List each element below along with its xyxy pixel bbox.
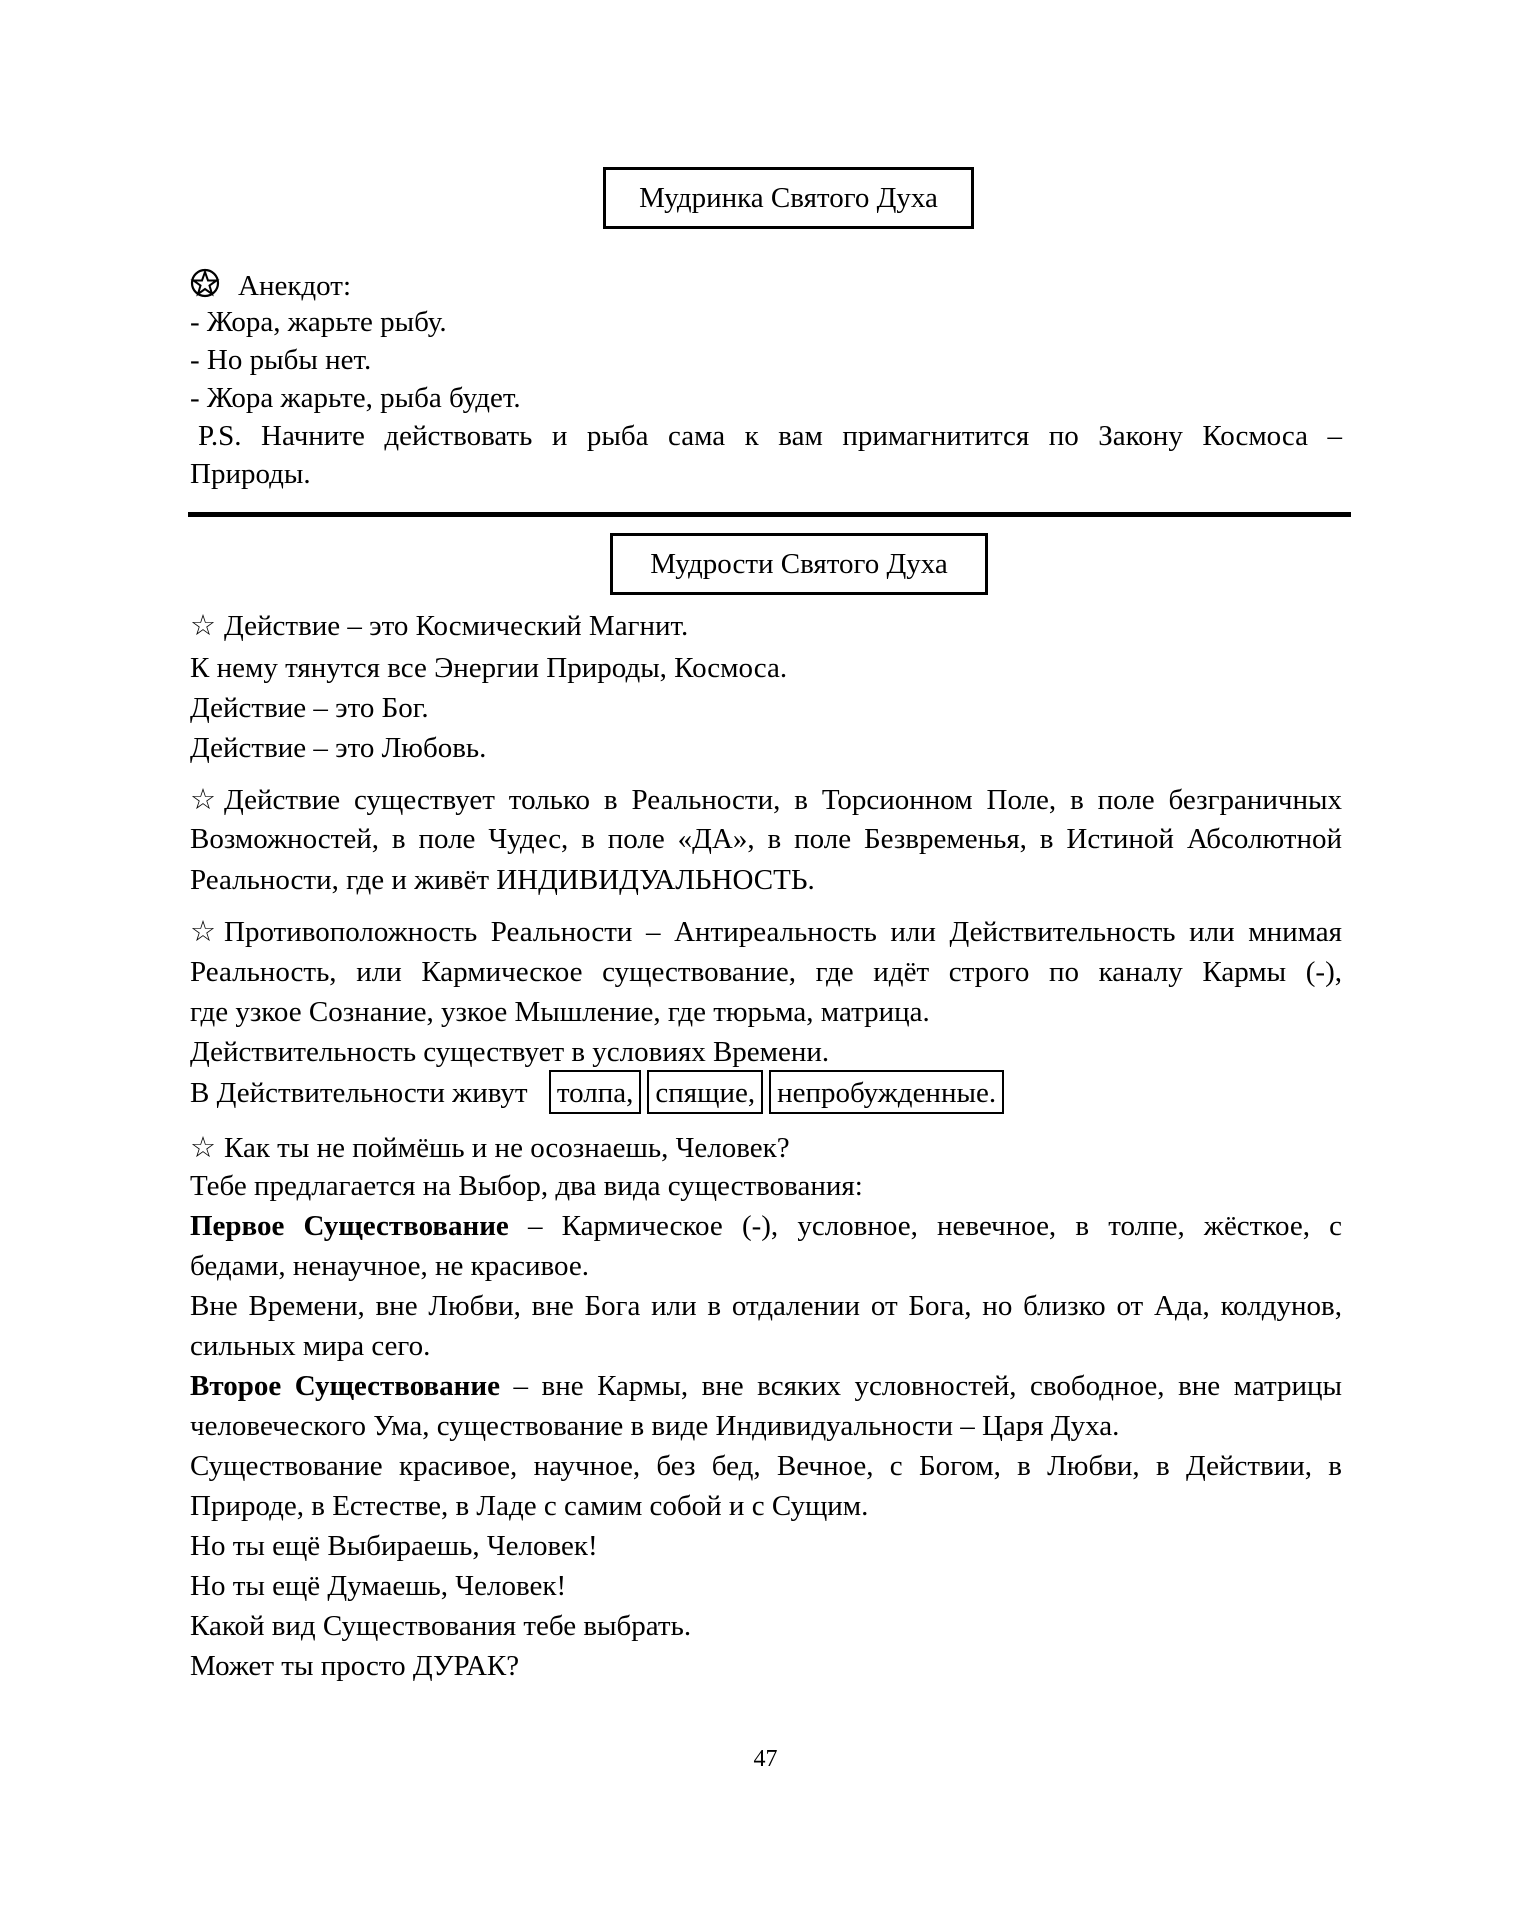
wisdom-line: сильных мира сего. bbox=[190, 1330, 431, 1362]
wisdom-line-boxed bbox=[190, 1070, 1004, 1114]
boxed-word: спящие, bbox=[647, 1070, 763, 1114]
wisdom-text: В Действительности живут bbox=[190, 1077, 528, 1109]
wisdom-line: Действие – это Бог. bbox=[190, 692, 429, 724]
wisdom-line: Действительность существует в условиях Времени. bbox=[190, 1036, 830, 1068]
wisdom-text: – вне Кармы, вне всяких условностей, свободное, вне матрицы bbox=[499, 1370, 1342, 1402]
anecdote-line-2: - Но рыбы нет. bbox=[190, 344, 372, 376]
wisdom-line: Но ты ещё Выбираешь, Человек! bbox=[190, 1530, 598, 1562]
anecdote-line-3: - Жора жарьте, рыба будет. bbox=[190, 382, 521, 414]
wisdom-line: Тебе предлагается на Выбор, два вида существования: bbox=[190, 1170, 863, 1202]
wisdom-line: Существование красивое, научное, без бед, Вечное, с Богом, в Любви, в Действии, в bbox=[190, 1450, 1342, 1482]
wisdom-text: Как ты не поймёшь и не осознаешь, Человек? bbox=[224, 1132, 790, 1164]
page-number: 47 bbox=[753, 1746, 778, 1772]
anecdote-ps-line-2: Природы. bbox=[190, 458, 311, 490]
star-outline-icon: ☆ bbox=[190, 784, 216, 816]
wisdom-line bbox=[190, 1130, 790, 1165]
wisdom-line bbox=[190, 782, 1342, 817]
boxed-word: толпа, bbox=[549, 1070, 642, 1114]
wisdom-line: Вне Времени, вне Любви, вне Бога или в отдалении от Бога, но близко от Ада, колдунов, bbox=[190, 1290, 1342, 1322]
anecdote-line-1: - Жора, жарьте рыбу. bbox=[190, 306, 447, 338]
anecdote-label: Анекдот: bbox=[238, 270, 352, 302]
wisdom-line: Возможностей, в поле Чудес, в поле «ДА», в поле Безвременья, в Истиной Абсолютной bbox=[190, 823, 1342, 855]
boxed-title-middle: Мудрости Святого Духа bbox=[610, 533, 988, 595]
wisdom-line: человеческого Ума, существование в виде Индивидуальности – Царя Духа. bbox=[190, 1410, 1120, 1442]
wisdom-text: Противоположность Реальности – Антиреальность или Действительность или мнимая bbox=[224, 916, 1342, 948]
bold-term: Первое Существование bbox=[190, 1210, 509, 1242]
wisdom-text: Действие существует только в Реальности, в Торсионном Поле, в поле безграничных bbox=[224, 784, 1342, 816]
pentagram-circle-icon bbox=[190, 268, 220, 298]
wisdom-text: Действие – это Космический Магнит. bbox=[224, 610, 689, 642]
anecdote-heading bbox=[190, 268, 351, 303]
wisdom-line bbox=[190, 914, 1342, 949]
bold-term: Второе Существование bbox=[190, 1370, 500, 1402]
wisdom-line: Природе, в Естестве, в Ладе с самим собой и с Сущим. bbox=[190, 1490, 869, 1522]
wisdom-line bbox=[190, 1210, 1342, 1243]
wisdom-line: бедами, ненаучное, не красивое. bbox=[190, 1250, 589, 1282]
star-outline-icon: ☆ bbox=[190, 1132, 216, 1164]
section-divider bbox=[188, 512, 1351, 517]
wisdom-line: Реальность, или Кармическое существование, где идёт строго по каналу Кармы (-), bbox=[190, 956, 1342, 988]
wisdom-line: где узкое Сознание, узкое Мышление, где тюрьма, матрица. bbox=[190, 996, 930, 1028]
wisdom-line: Может ты просто ДУРАК? bbox=[190, 1650, 520, 1682]
star-outline-icon: ☆ bbox=[190, 916, 216, 948]
star-outline-icon: ☆ bbox=[190, 610, 216, 642]
wisdom-line: Но ты ещё Думаешь, Человек! bbox=[190, 1570, 567, 1602]
boxed-title-top: Мудринка Святого Духа bbox=[603, 167, 974, 229]
wisdom-line bbox=[190, 1370, 1342, 1403]
wisdom-line bbox=[190, 608, 688, 643]
wisdom-line: Реальности, где и живёт ИНДИВИДУАЛЬНОСТЬ. bbox=[190, 864, 815, 896]
wisdom-line: Действие – это Любовь. bbox=[190, 732, 487, 764]
boxed-word: непробужденные. bbox=[769, 1070, 1004, 1114]
wisdom-line: К нему тянутся все Энергии Природы, Космоса. bbox=[190, 652, 788, 684]
wisdom-line: Какой вид Существования тебе выбрать. bbox=[190, 1610, 692, 1642]
anecdote-ps-line-1: P.S. Начните действовать и рыба сама к вам примагнитится по Закону Космоса – bbox=[198, 420, 1342, 452]
wisdom-text: – Кармическое (-), условное, невечное, в толпе, жёсткое, с bbox=[508, 1210, 1342, 1242]
